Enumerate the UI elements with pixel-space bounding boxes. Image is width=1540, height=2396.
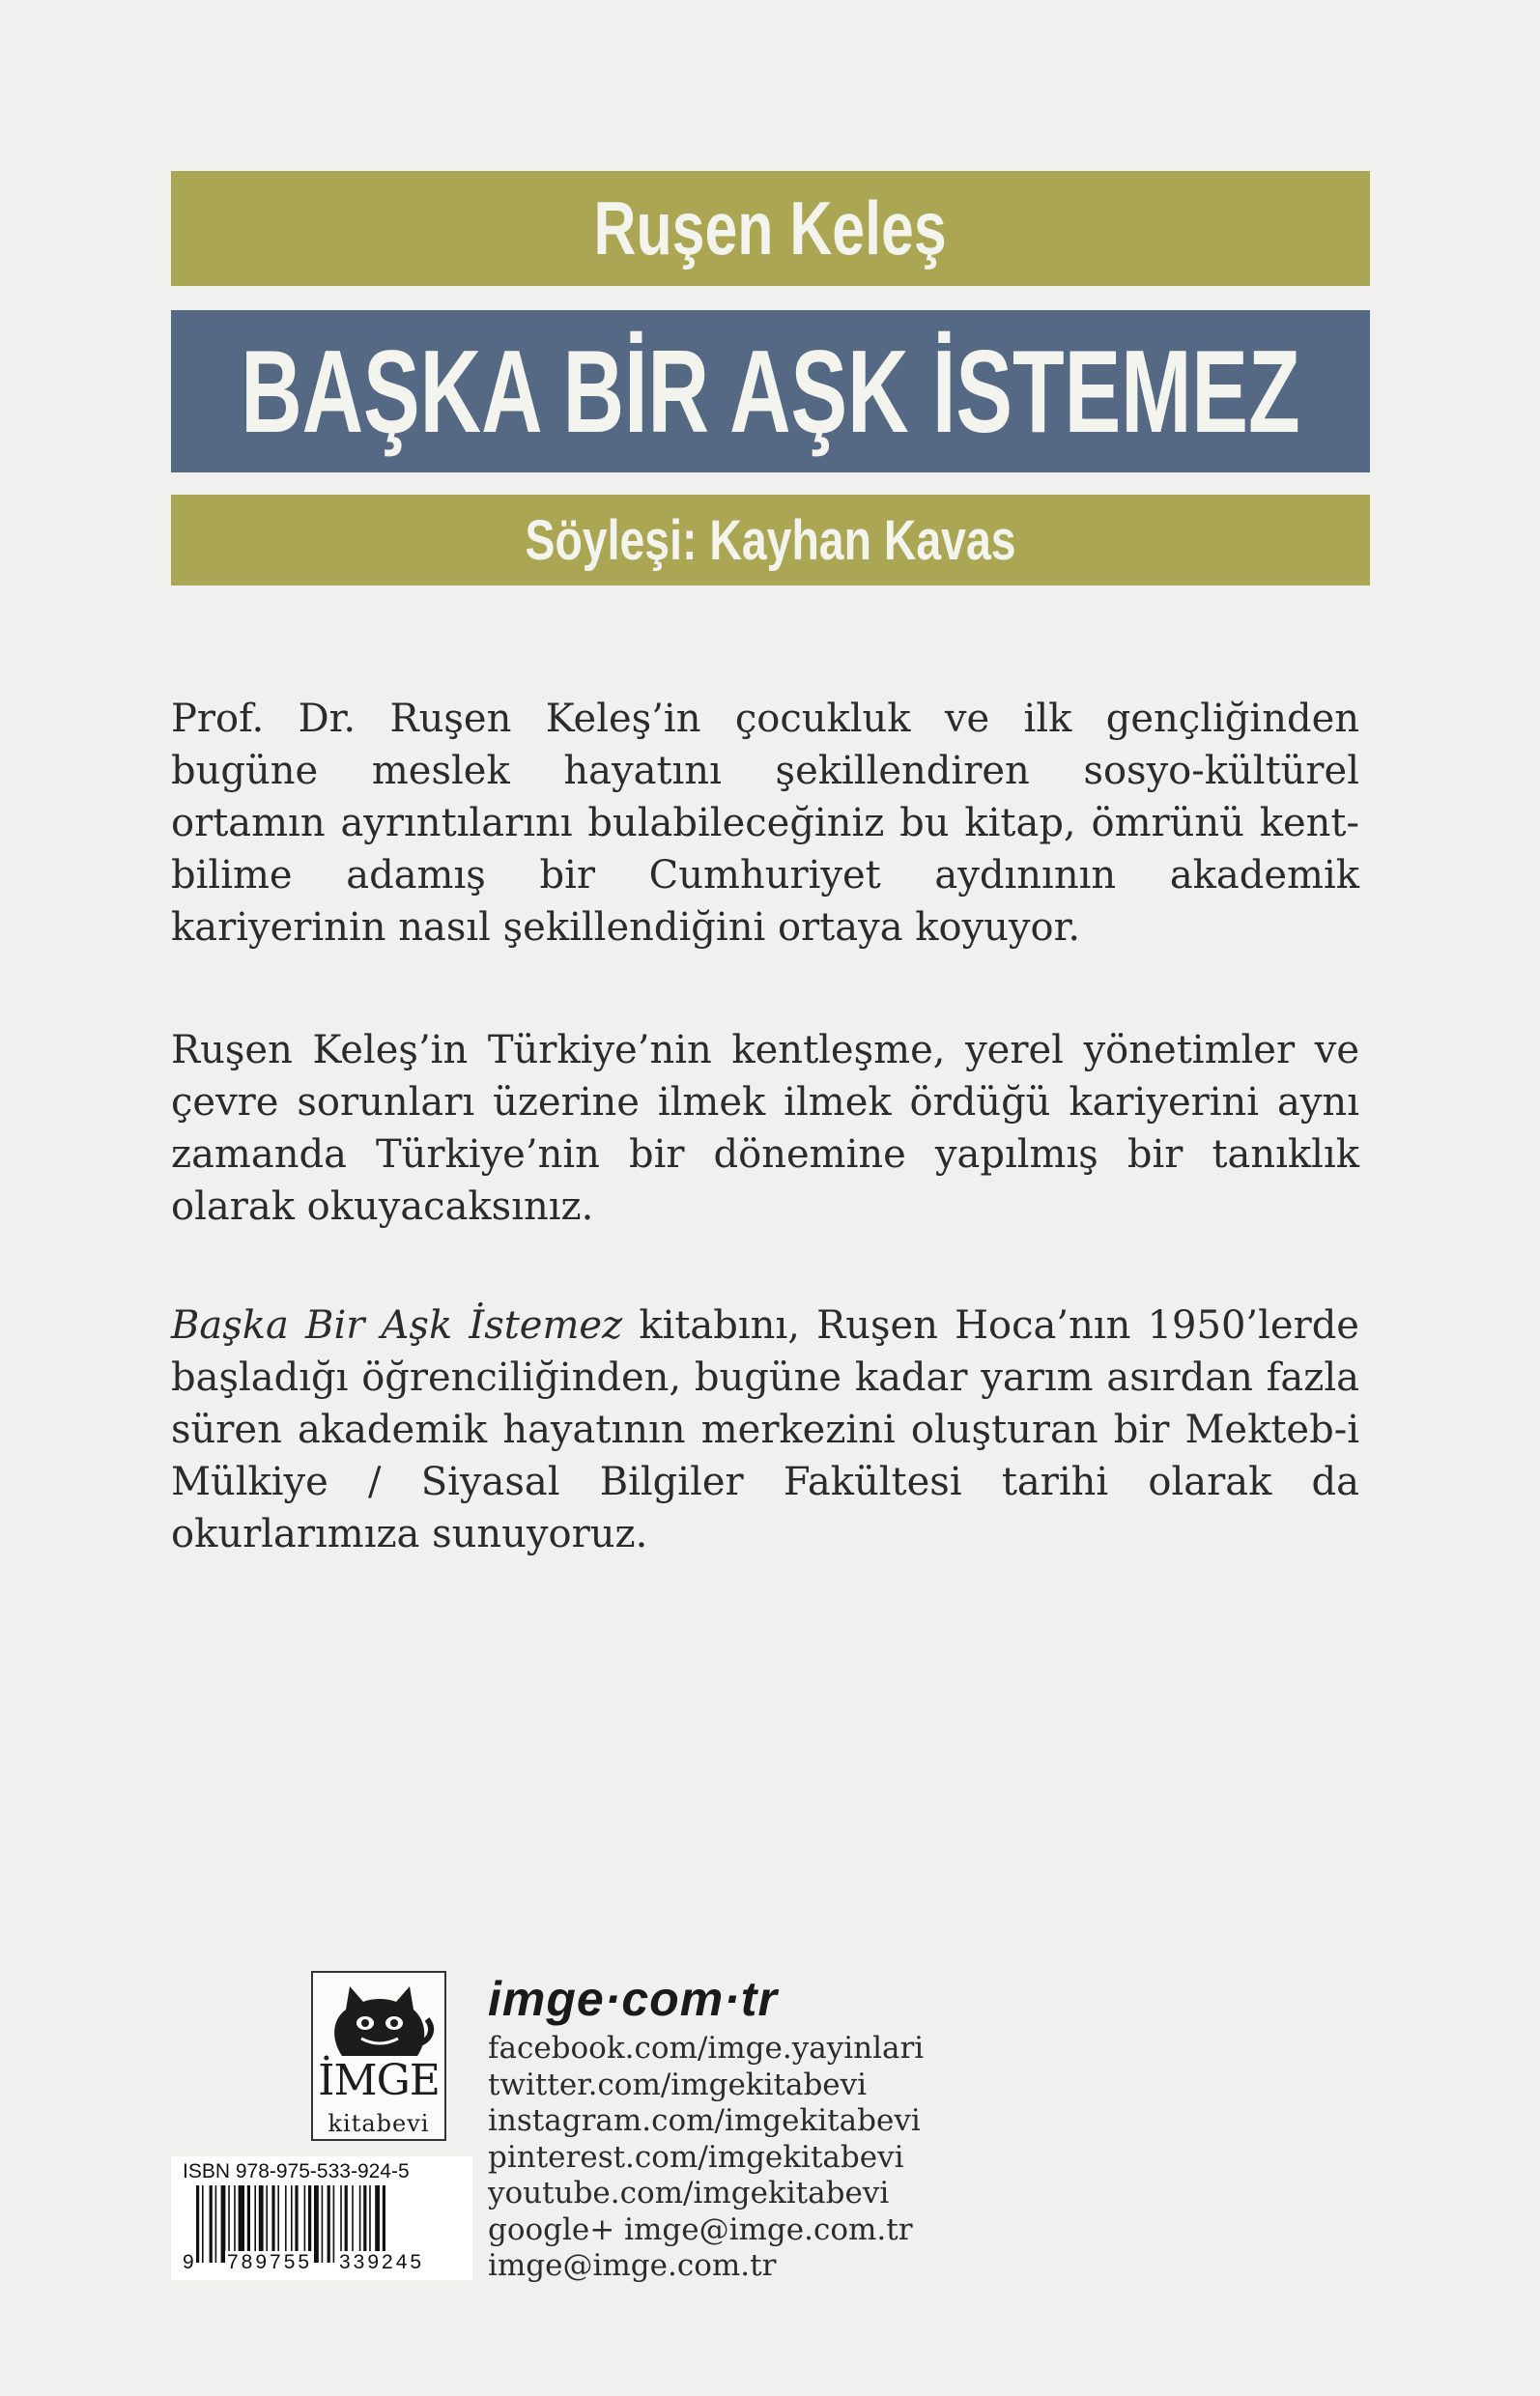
social-links-list	[488, 2031, 924, 2285]
link-youtube[interactable]: youtube.com/imgekitabevi	[488, 2176, 890, 2211]
barcode-left-digits: 789755	[227, 2251, 313, 2273]
link-google-plus[interactable]: google+ imge@imge.com.tr	[488, 2211, 913, 2247]
barcode-right-digits: 339245	[339, 2251, 425, 2273]
barcode-bar	[314, 2185, 319, 2263]
publisher-website[interactable]: imge·com·tr	[488, 1972, 778, 2026]
book-title: BAŞKA BİR AŞK İSTEMEZ	[241, 326, 1300, 457]
logo-subtitle: kitabevi	[328, 2110, 430, 2137]
author-name: Ruşen Keleş	[593, 185, 948, 271]
barcode-bar	[202, 2185, 204, 2263]
link-twitter[interactable]: twitter.com/imgekitabevi	[488, 2067, 868, 2102]
blurb-paragraph-3-text: kitabını, Ruşen Hoca’nın 1950’lerde başladığı öğrenciliğinden, bugüne kadar yarım asırdan fazla süren akademik hayatının merkezini oluşturan bir Mekteb-i Mülkiye / Siyasal Bilgiler Fakültesi tarihi olarak da okurlarımıza sunuyoruz.	[171, 1303, 1359, 1556]
title-band	[171, 310, 1370, 472]
barcode-bar	[322, 2185, 324, 2263]
blurb-paragraph-3	[171, 1299, 1359, 1560]
barcode-bar	[196, 2185, 199, 2263]
link-facebook[interactable]: facebook.com/imge.yayinlari	[488, 2031, 925, 2066]
interview-band	[171, 495, 1370, 585]
link-instagram[interactable]: instagram.com/imgekitabevi	[488, 2103, 921, 2138]
barcode-bar	[328, 2185, 330, 2263]
barcode-bar	[210, 2185, 213, 2263]
isbn-number: ISBN 978-975-533-924-5	[183, 2160, 410, 2182]
cat-icon	[323, 1981, 437, 2058]
barcode-bar	[333, 2185, 335, 2263]
publisher-logo	[311, 1971, 446, 2141]
blurb-paragraph-1: Prof. Dr. Ruşen Keleş’in çocukluk ve ilk gençliğinden bugüne meslek hayatını şekillendiren sosyo-kültürel ortamın ayrıntılarını bulabileceğiniz bu kitap, ömrünü kent-bilime adamış bir Cumhuriyet aydınının akademik kariyerinin nasıl şekillendiğini ortaya koyuyor.	[171, 697, 1359, 950]
interview-credit: Söyleşi: Kayhan Kavas	[525, 508, 1016, 572]
author-band	[171, 171, 1370, 286]
blurb-paragraph-2: Ruşen Keleş’in Türkiye’nin kentleşme, yerel yönetimler ve çevre sorunları üzerine ilmek ilmek ördüğü kariyerini aynı zamanda Türkiye’nin bir dönemine yapılmış bir tanıklık olarak okuyacaksınız.	[171, 1028, 1359, 1229]
barcode-bar	[215, 2185, 217, 2263]
book-title-italic: Başka Bir Aşk İstemez	[171, 1303, 623, 1348]
link-pinterest[interactable]: pinterest.com/imgekitabevi	[488, 2139, 904, 2175]
link-email[interactable]: imge@imge.com.tr	[488, 2248, 777, 2283]
barcode-lead-digit: 9	[183, 2251, 194, 2273]
logo-wordmark: İMGE	[318, 2056, 440, 2105]
isbn-barcode	[171, 2156, 472, 2280]
